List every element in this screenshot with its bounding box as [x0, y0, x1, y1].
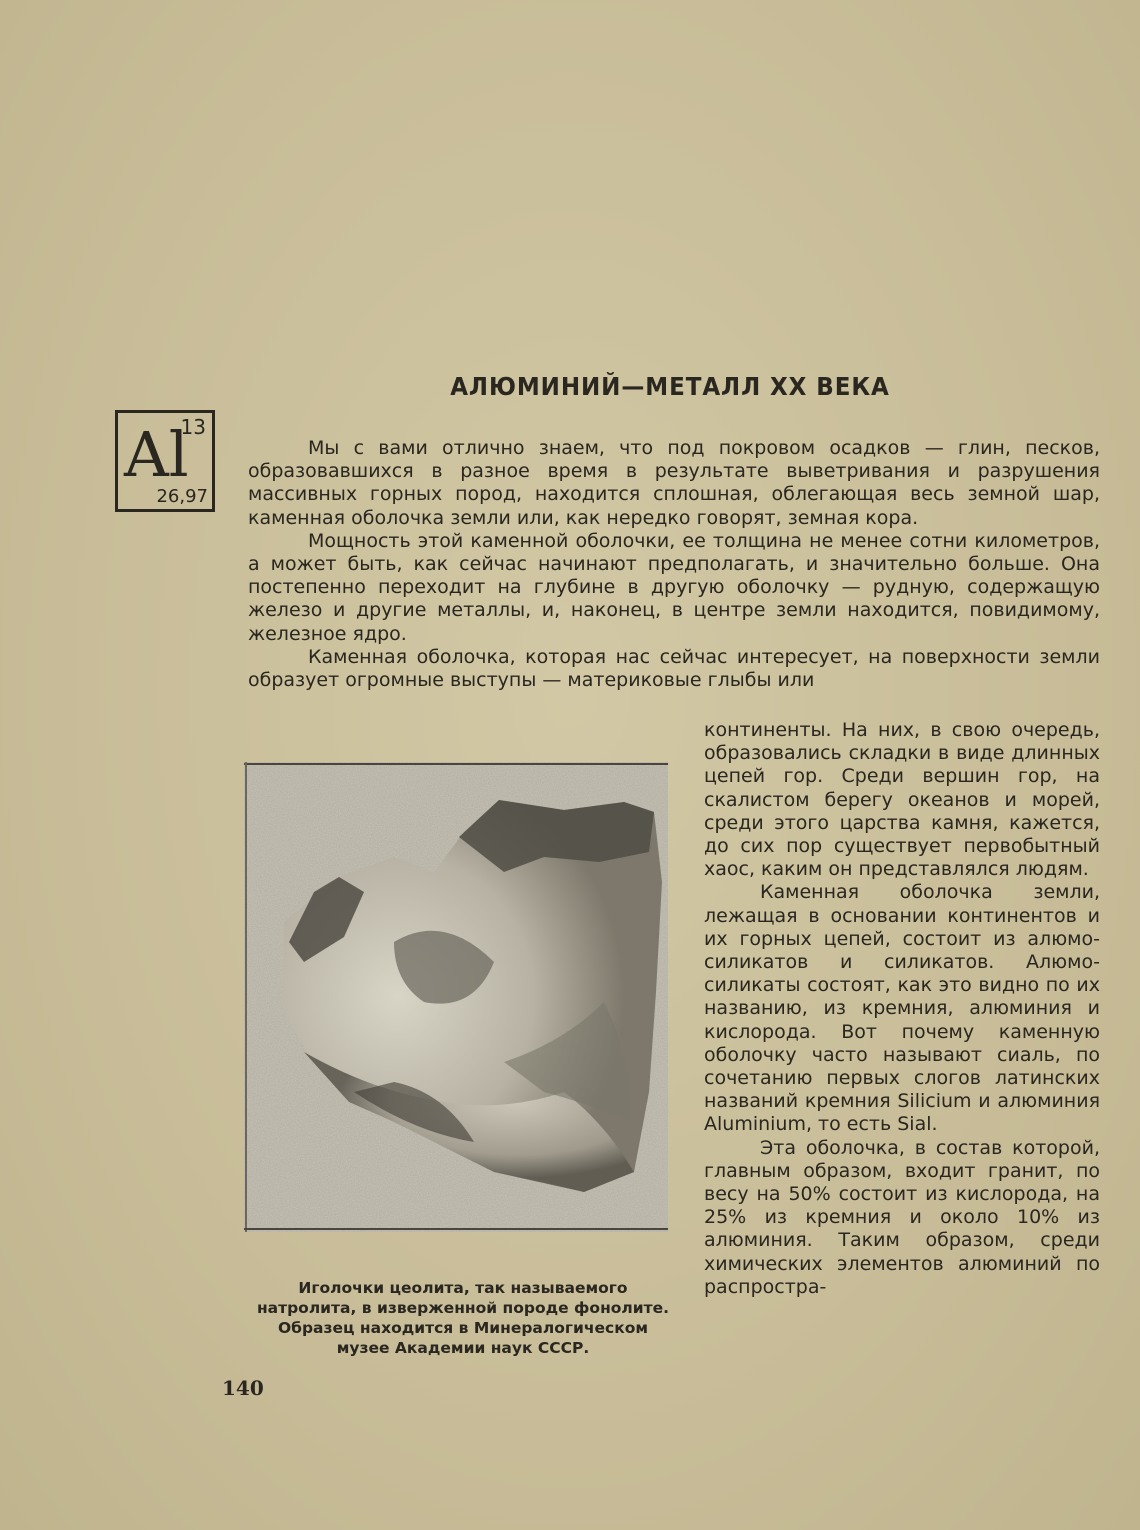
paragraph: Эта оболочка, в состав которой, главным образом, входит гранит, по весу на 50% состоит из кислорода, на 25% из кремния и около 10% из алюминия. Таким образом, среди химических элементов алюминий по распростра-: [704, 1136, 1100, 1298]
element-symbol: Al: [124, 418, 189, 491]
paragraph: Каменная оболочка, которая нас сейчас интересует, на поверхности земли образует огромные выступы — материковые глыбы или: [248, 645, 1100, 692]
page-title: АЛЮМИНИЙ—МЕТАЛЛ XX ВЕКА: [450, 372, 890, 401]
mineral-photo: [244, 762, 668, 1232]
element-atomic-mass: 26,97: [156, 486, 208, 507]
page-number: 140: [222, 1376, 264, 1400]
element-cell: [115, 410, 215, 512]
paragraph: Мощность этой каменной оболочки, ее толщина не менее сотни километров, а может быть, как сейчас начинают предполагать, и значительно больше. Она постепенно переходит на глубине в другую оболочку — рудную, содержащую железо и другие металлы, и, наконец, в центре земли находится, повидимому, железное ядро.: [248, 529, 1100, 645]
paragraph: Каменная оболочка земли, лежащая в основании континентов и их горных цепей, состоит из алюмо-силикатов и силикатов. Алюмо-силикаты состоят, как это видно по их названию, из кремния, алюминия и кислорода. Вот почему каменную оболочку часто называют сиаль, по сочетанию первых слогов латинских названий кремния Silicium и алюминия Aluminium, то есть Sial.: [704, 881, 1100, 1136]
paragraph: Мы с вами отлично знаем, что под покровом осадков — глин, песков, образовавшихся в разное время в результате выветривания и разрушения массивных горных пород, находится сплошная, облегающая весь земной шар, каменная оболочка земли или, как нередко говорят, земная кора.: [248, 437, 1100, 529]
body-text-side: [704, 719, 1100, 1299]
photo-caption: Иголочки цеолита, так называемого натролита, в изверженной породе фонолите. Образец находится в Минералогическом музее Академии наук СССР.: [256, 1279, 670, 1357]
paragraph: континенты. На них, в свою очередь, образовались складки в виде длинных цепей гор. Среди вершин гор, на скалистом берегу океанов и морей, среди этого царства камня, кажется, до сих пор существует первобытный хаос, каким он представлялся людям.: [704, 719, 1100, 881]
body-text-top: [248, 437, 1100, 692]
element-atomic-number: 13: [180, 415, 206, 439]
